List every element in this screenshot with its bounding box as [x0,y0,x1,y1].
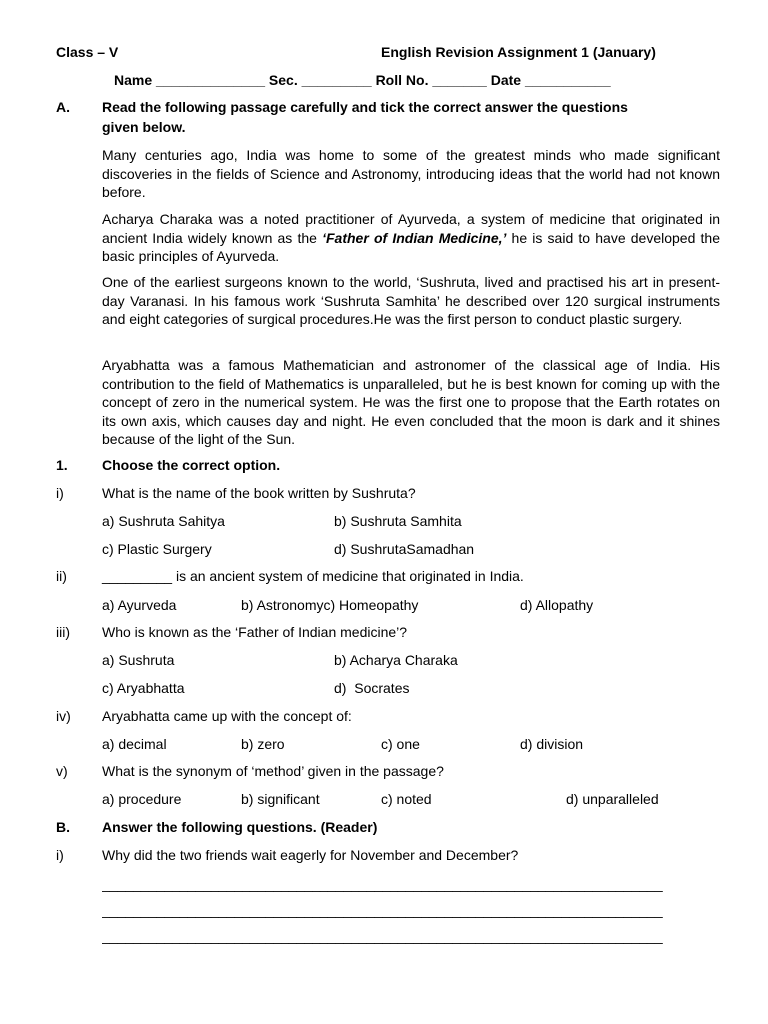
class-label: Class – V [56,44,119,60]
section-a-instruction-line2: given below. [102,119,186,135]
section-a-instruction-line1: Read the following passage carefully and tick the correct answer the questions [102,99,628,115]
answer-option[interactable]: b) Astronomyc) Homeopathy [241,597,419,613]
answer-option[interactable]: d) Socrates [334,680,410,696]
answer-line[interactable]: ________________________________________________________________________ [102,928,663,944]
passage-paragraph-2-end: he is said to have developed the basic principles of Ayurveda. [102,229,720,264]
passage-paragraph-2-start: Acharya Charaka was a noted practitioner of Ayurveda, a system of medicine that originated in ancient India widely known as the [102,211,720,246]
answer-line[interactable]: ________________________________________________________________________ [102,902,663,918]
answer-option[interactable]: c) Plastic Surgery [102,541,212,557]
passage-paragraph-2 [102,210,720,266]
question-marker: iii) [56,624,70,640]
answer-option[interactable]: d) Allopathy [520,597,594,613]
answer-option[interactable]: a) Sushruta Sahitya [102,513,225,529]
question-marker: ii) [56,568,67,584]
assignment-title: English Revision Assignment 1 (January) [381,44,656,60]
student-info-line: Name ______________ Sec. _________ Roll No. _______ Date ___________ [114,72,611,88]
answer-option[interactable]: c) Aryabhatta [102,680,185,696]
answer-option[interactable]: d) division [520,736,584,752]
section-b-marker: B. [56,819,70,835]
answer-option[interactable]: a) decimal [102,736,167,752]
section-b-heading: Answer the following questions. (Reader) [102,819,378,835]
question-text: What is the name of the book written by Sushruta? [102,485,416,501]
passage-paragraph-4: Aryabhatta was a famous Mathematician and astronomer of the classical age of India. His contribution to the field of Mathematics is unparalleled, but he is best known for coming up with the concept of zero in the numerical system. He was the first one to propose that the Earth rotates on its own axis, which causes day and night. He even concluded that the moon is dark and it shines because of the light of the Sun. [102,357,720,447]
passage-paragraph-3: One of the earliest surgeons known to the world, ‘Sushruta, lived and practised his art in present-day Varanasi. In his famous work ‘Sushruta Samhita’ he described over 120 surgical instruments and eight categories of surgical procedures.He was the first person to conduct plastic surgery. [102,274,720,327]
question-text: Aryabhatta came up with the concept of: [102,708,352,724]
father-of-medicine-emphasis: ‘Father of Indian Medicine,’ [322,229,507,246]
section-a-marker: A. [56,99,70,115]
answer-option[interactable]: a) procedure [102,791,182,807]
answer-option[interactable]: d) unparalleled [566,791,659,807]
question-marker: i) [56,485,64,501]
answer-option[interactable]: a) Sushruta [102,652,175,668]
question-marker: i) [56,847,64,863]
answer-option[interactable]: b) zero [241,736,285,752]
question-marker: v) [56,763,68,779]
question-marker: iv) [56,708,71,724]
answer-option[interactable]: d) SushrutaSamadhan [334,541,475,557]
answer-option[interactable]: b) Sushruta Samhita [334,513,462,529]
question-text: Who is known as the ‘Father of Indian medicine’? [102,624,408,640]
answer-option[interactable]: b) significant [241,791,320,807]
question-text: _________ is an ancient system of medicine that originated in India. [102,568,524,584]
question-text: Why did the two friends wait eagerly for November and December? [102,847,519,863]
question-1-marker: 1. [56,457,68,473]
answer-line[interactable]: ________________________________________________________________________ [102,876,663,892]
answer-option[interactable]: c) noted [381,791,432,807]
answer-option[interactable]: c) one [381,736,420,752]
question-1-heading: Choose the correct option. [102,457,281,473]
question-text: What is the synonym of ‘method’ given in the passage? [102,763,444,779]
answer-option[interactable]: b) Acharya Charaka [334,652,458,668]
passage-paragraph-1: Many centuries ago, India was home to some of the greatest minds who made significant discoveries in the fields of Science and Astronomy, introducing ideas that the world had not known before. [102,147,720,200]
answer-option[interactable]: a) Ayurveda [102,597,177,613]
